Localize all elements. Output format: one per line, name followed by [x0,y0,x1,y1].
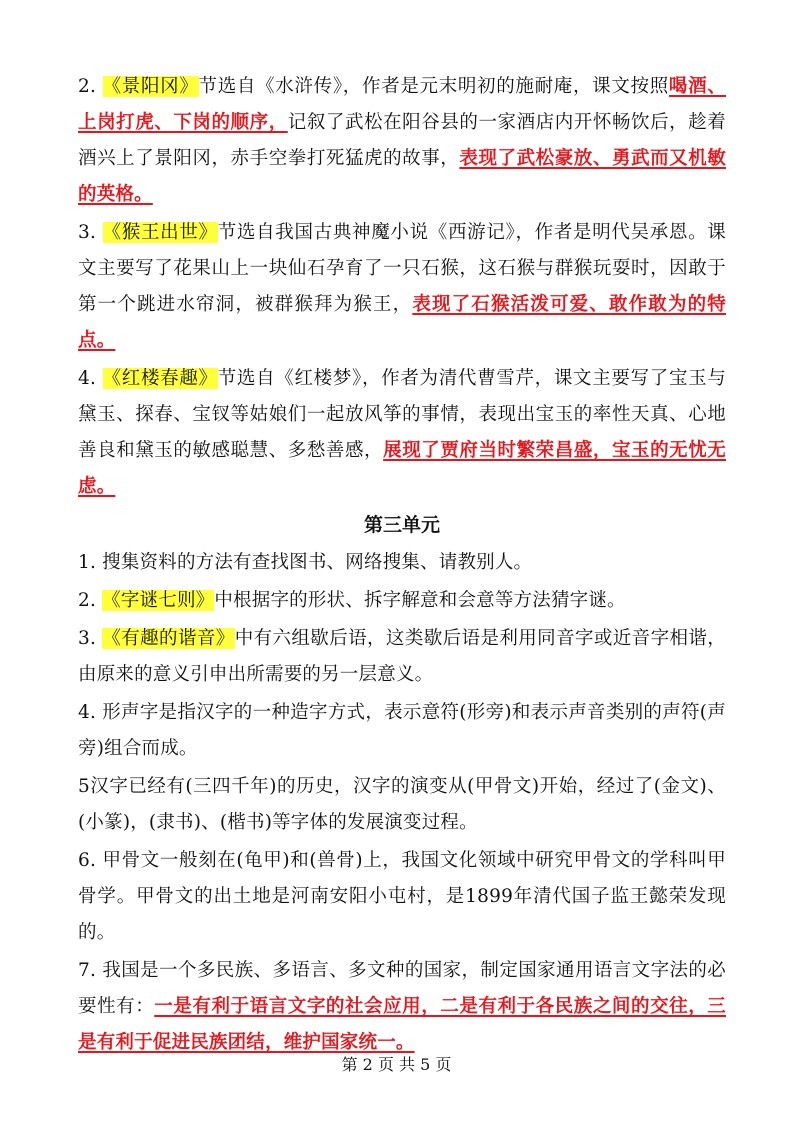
list-item [78,621,726,693]
item-number: 1. [78,552,103,573]
body-text: 节选自我国古典神魔小说《西游记》，作者是明代吴承恩。课文主要写了花果山上一块仙石孕育了一只石猴，这石猴与群猴玩耍时，因敢于第一个跳进水帘洞，被群猴拜为猴王， [78,222,727,315]
body-text: 搜集资料的方法有查找图书、网络搜集、请教别人。 [102,552,533,573]
document-body [78,69,726,1063]
item-number: 2. [78,76,103,97]
unit-title: 第三单元 [363,514,440,536]
body-text: 节选自《水浒传》，作者是元末明初的施耐庵，课文按照 [198,76,669,97]
page-footer: 第 2 页 共 5 页 [341,1055,452,1074]
body-text: 形声字是指汉字的一种造字方式，表示意符(形旁)和表示声音类别的声符(声旁)组合而成。 [78,702,727,759]
highlighted-title: 《猴王出世》 [102,222,218,243]
item-honglouchunqu [78,361,726,505]
item-jingyanggang [78,69,726,213]
key-point: 表现了武松豪放、勇武而又机敏的英格。 [78,148,726,205]
body-text: 中根据字的形状、拆字解意和会意等方法猜字谜。 [214,590,626,611]
key-point: 喝酒、上岗打虎、下岗的顺序， [78,76,726,133]
item-number: 5 [78,776,90,797]
list-item [78,695,726,767]
highlighted-title: 《字谜七则》 [102,590,215,611]
key-point: 一是有利于语言文字的社会应用，二是有利于各民族之间的交往，三是有利于促进民族团结，维护国家统一。 [78,996,726,1053]
item-number: 2. [78,590,103,611]
body-text: 我国是一个多民族、多语言、多文种的国家，制定国家通用语言文字法的必要性有： [78,960,726,1017]
highlighted-title: 《有趣的谐音》 [102,628,235,649]
body-text: 节选自《红楼梦》，作者为清代曹雪芹，课文主要写了宝玉与黛玉、探春、宝钗等姑娘们一起放风筝的事情，表现出宝玉的率性天真、心地善良和黛玉的敏感聪慧、多愁善感， [78,368,727,461]
list-item [78,769,726,841]
item-number: 3. [78,628,103,649]
item-number: 3. [78,222,103,243]
body-text: 记叙了武松在阳谷县的一家酒店内开怀畅饮后，趁着酒兴上了景阳冈，赤手空拳打死猛虎的故事， [78,112,726,169]
body-text: 甲骨文一般刻在(龟甲)和(兽骨)上，我国文化领域中研究甲骨文的学科叫甲骨学。甲骨文的出土地是河南安阳小屯村，是1899年清代国子监王懿荣发现的。 [78,850,726,943]
key-point: 表现了石猴活泼可爱、敢作敢为的特点。 [78,294,726,351]
key-point: 展现了贾府当时繁荣昌盛，宝玉的无忧无虑。 [78,440,727,497]
item-number: 6. [78,850,103,871]
item-number: 4. [78,702,103,723]
list-item [78,583,726,619]
body-text: 汉字已经有(三四千年)的历史，汉字的演变从(甲骨文)开始，经过了(金文)、(小篆)，(隶书)、(楷书)等字体的发展演变过程。 [78,776,726,833]
item-number: 4. [78,368,103,389]
highlighted-title: 《景阳冈》 [102,76,199,97]
body-text: 中有六组歇后语，这类歇后语是利用同音字或近音字相谐，由原来的意义引申出所需要的另一层意义。 [78,628,727,685]
highlighted-title: 《红楼春趣》 [102,368,218,389]
list-item [78,953,726,1061]
item-houwangchushi [78,215,726,359]
item-number: 7. [78,960,103,981]
list-item [78,545,726,581]
list-item [78,843,726,951]
